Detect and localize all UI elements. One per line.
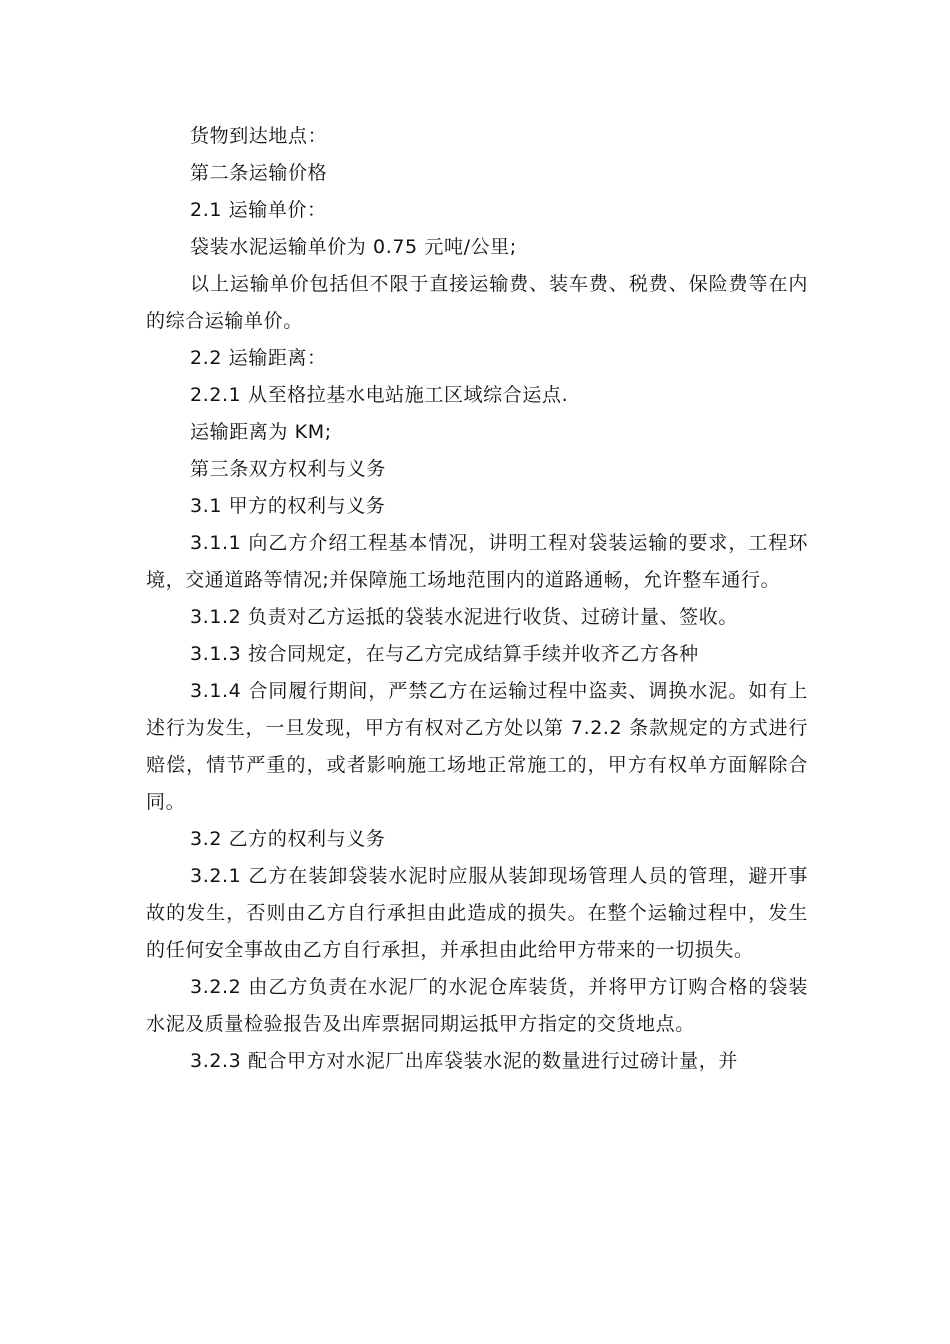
paragraph-3-1-2: 3.1.2 负责对乙方运抵的袋装水泥进行收货、过磅计量、签收。 bbox=[190, 606, 738, 628]
heading-article-3-rights-obligations: 第三条双方权利与义务 bbox=[190, 458, 387, 480]
heading-3-1-party-a: 3.1 甲方的权利与义务 bbox=[190, 495, 386, 517]
heading-article-2-transport-price: 第二条运输价格 bbox=[190, 162, 328, 184]
paragraph-2-2-1-route: 2.2.1 从至格拉基水电站施工区域综合运点. bbox=[190, 384, 569, 406]
paragraph-3-1-1: 3.1.1 向乙方介绍工程基本情况，讲明工程对袋装运输的要求，工程环境，交通道路等情况;并保障施工场地范围内的道路通畅，允许整车通行。 bbox=[146, 532, 808, 591]
heading-2-2-transport-distance: 2.2 运输距离： bbox=[190, 347, 327, 369]
paragraph-3-1-3: 3.1.3 按合同规定，在与乙方完成结算手续并收齐乙方各种 bbox=[190, 643, 699, 665]
paragraph-3-2-3: 3.2.3 配合甲方对水泥厂出库袋装水泥的数量进行过磅计量，并 bbox=[190, 1050, 738, 1072]
paragraph-3-2-1: 3.2.1 乙方在装卸袋装水泥时应服从装卸现场管理人员的管理，避开事故的发生，否则由乙方自行承担由此造成的损失。在整个运输过程中，发生的任何安全事故由乙方自行承担，并承担由此给甲方带来的一切损失。 bbox=[146, 865, 808, 961]
paragraph-delivery-location: 货物到达地点： bbox=[190, 125, 328, 147]
paragraph-unit-price-scope: 以上运输单价包括但不限于直接运输费、装车费、税费、保险费等在内的综合运输单价。 bbox=[146, 273, 808, 332]
document-body bbox=[146, 118, 808, 1080]
heading-2-1-unit-price: 2.1 运输单价： bbox=[190, 199, 327, 221]
heading-3-2-party-b: 3.2 乙方的权利与义务 bbox=[190, 828, 386, 850]
paragraph-3-1-4: 3.1.4 合同履行期间，严禁乙方在运输过程中盗卖、调换水泥。如有上述行为发生，一旦发现，甲方有权对乙方处以第 7.2.2 条款规定的方式进行赔偿，情节严重的，或者影响施工场地正常施工的，甲方有权单方面解除合同。 bbox=[146, 680, 808, 813]
paragraph-unit-price-value: 袋装水泥运输单价为 0.75 元吨/公里; bbox=[190, 236, 517, 258]
paragraph-distance-value: 运输距离为 KM; bbox=[190, 421, 332, 443]
paragraph-3-2-2: 3.2.2 由乙方负责在水泥厂的水泥仓库装货，并将甲方订购合格的袋装水泥及质量检验报告及出库票据同期运抵甲方指定的交货地点。 bbox=[146, 976, 808, 1035]
